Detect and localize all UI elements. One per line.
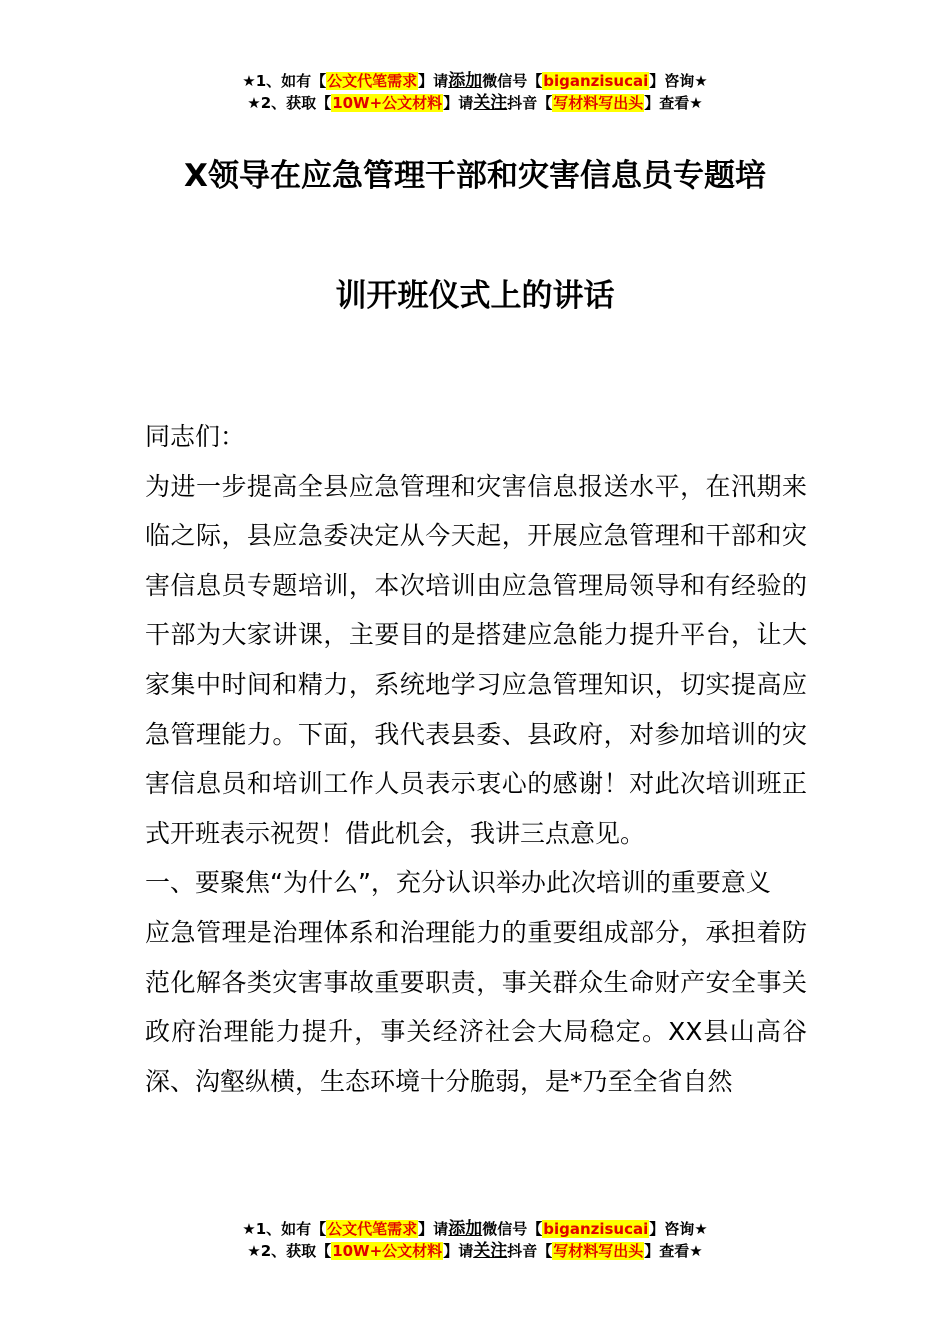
banner-text: ★2、获取【 — [247, 94, 332, 112]
banner-text: 抖音【 — [507, 94, 553, 112]
banner-text: 】请 — [418, 72, 449, 90]
banner-text: ★1、如有【 — [242, 72, 327, 90]
banner-text: 微信号【 — [482, 72, 543, 90]
banner-text: ★1、如有【 — [242, 1220, 327, 1238]
section-heading-1: 一、要聚焦“为什么”，充分认识举办此次培训的重要意义 — [145, 868, 771, 898]
banner-text: ★2、获取【 — [247, 1242, 332, 1260]
banner-text: 】咨询★ — [649, 72, 708, 90]
banner-text: 】查看★ — [644, 1242, 703, 1260]
banner-line-2 — [0, 92, 950, 114]
document-title-line-2: 训开班仪式上的讲话 — [335, 278, 615, 314]
salutation: 同志们： — [145, 422, 246, 451]
banner-line-2 — [0, 1240, 950, 1262]
banner-highlight: 公文代笔需求 — [327, 72, 418, 90]
banner-text: 】查看★ — [644, 94, 703, 112]
banner-emphasis: 关注 — [473, 93, 508, 113]
banner-text: 抖音【 — [507, 1242, 553, 1260]
banner-highlight: 10W+公文材料 — [332, 94, 443, 112]
footer-banner — [0, 1218, 950, 1262]
banner-line-1 — [0, 70, 950, 92]
banner-highlight: biganzisucai — [543, 72, 649, 90]
banner-emphasis: 关注 — [473, 1241, 508, 1261]
banner-highlight: 写材料写出头 — [553, 94, 644, 112]
banner-text: 】请 — [443, 94, 474, 112]
banner-line-1 — [0, 1218, 950, 1240]
document-title-line-1: X领导在应急管理干部和灾害信息员专题培 — [184, 158, 766, 194]
paragraph-intro: 为进一步提高全县应急管理和灾害信息报送水平，在汛期来临之际，县应急委决定从今天起，开展应急管理和干部和灾害信息员专题培训，本次培训由应急管理局领导和有经验的干部为大家讲课，主要目的是搭建应急能力提升平台，让大家集中时间和精力，系统地学习应急管理知识，切实提高应急管理能力。下面，我代表县委、县政府，对参加培训的灾害信息员和培训工作人员表示衷心的感谢！对此次培训班正式开班表示祝贺！借此机会，我讲三点意见。 — [145, 471, 807, 848]
banner-highlight: 公文代笔需求 — [327, 1220, 418, 1238]
banner-text: 】请 — [418, 1220, 449, 1238]
banner-text: 】咨询★ — [649, 1220, 708, 1238]
banner-emphasis: 添加 — [448, 1219, 483, 1239]
banner-highlight: 10W+公文材料 — [332, 1242, 443, 1260]
banner-highlight: biganzisucai — [543, 1220, 649, 1238]
banner-text: 】请 — [443, 1242, 474, 1260]
document-body — [145, 412, 807, 1106]
header-banner — [0, 70, 950, 114]
banner-highlight: 写材料写出头 — [553, 1242, 644, 1260]
banner-text: 微信号【 — [482, 1220, 543, 1238]
paragraph-section-1: 应急管理是治理体系和治理能力的重要组成部分，承担着防范化解各类灾害事故重要职责，事关群众生命财产安全事关政府治理能力提升，事关经济社会大局稳定。XX县山高谷深、沟壑纵横，生态环境十分脆弱，是*乃至全省自然 — [145, 917, 807, 1096]
banner-emphasis: 添加 — [448, 71, 483, 91]
